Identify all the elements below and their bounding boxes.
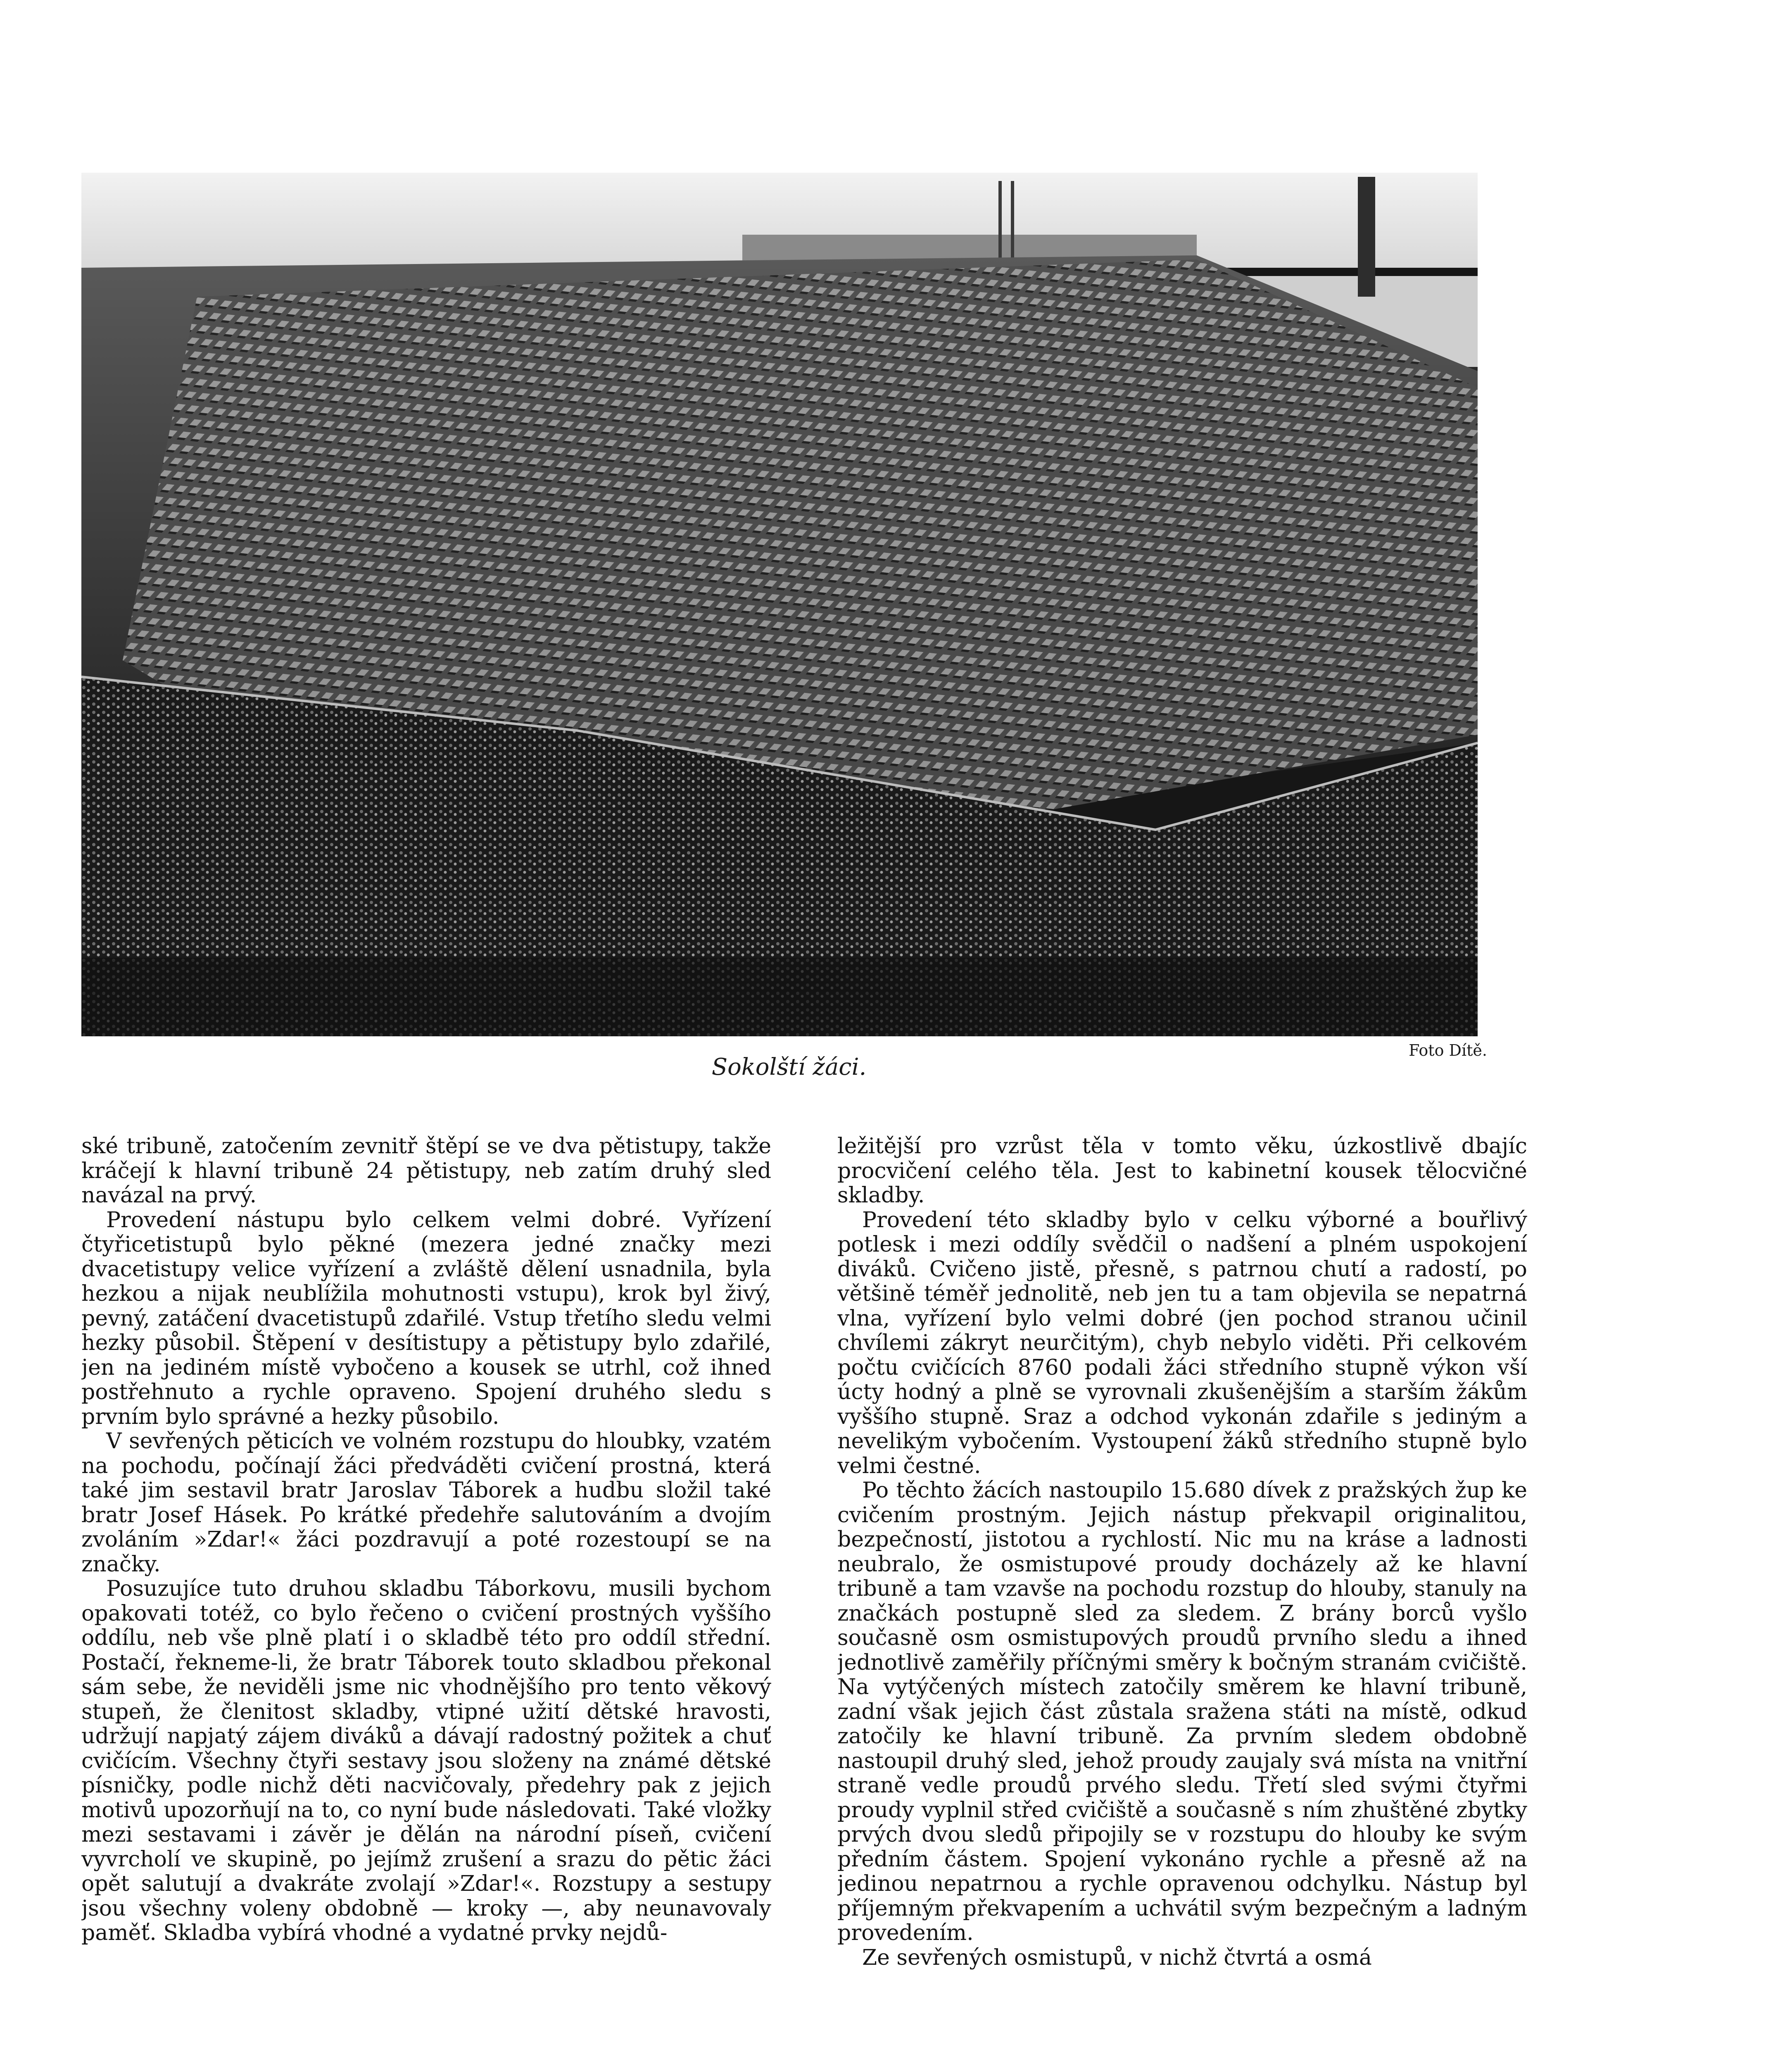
paragraph: ské tribuně, zatočením zevnitř štěpí se ve dva pětistupy, takže kráčejí k hlavní tribuně 24 pětistupy, neb zatím druhý sled navázal na prvý. [81, 1134, 771, 1208]
article-left-column [81, 1134, 771, 2064]
photo-caption: Sokolští žáci. [711, 1054, 867, 1081]
article-right-column [837, 1134, 1527, 2064]
paragraph: ležitější pro vzrůst těla v tomto věku, úzkostlivě dbajíc procvičení celého těla. Jest to kabinetní kousek tělocvičné skladby. [837, 1134, 1527, 1208]
stadium-photo-image [81, 173, 1478, 1036]
paragraph: V sevřených pěticích ve volném rozstupu do hloubky, vzatém na pochodu, počínají žáci předváděti cvičení prostná, která také jim sestavil bratr Jaroslav Táborek a hudbu složil také bratr Josef Hásek. Po krátké předehře salutováním a dvojím zvoláním »Zdar!« žáci pozdravují a poté rozestoupí se na značky. [81, 1429, 771, 1577]
paragraph: Ze sevřených osmistupů, v nichž čtvrtá a osmá [862, 1945, 1372, 1970]
photo-credit: Foto Dítě. [1409, 1041, 1487, 1059]
paragraph: Provedení této skladby bylo v celku výborné a bouřlivý potlesk i mezi oddíly svědčil o nadšení a plném uspokojení diváků. Cvičeno jistě, přesně, s patrnou chutí a radostí, po většině téměř jednolitě, neb jen tu a tam objevila se nepatrná vlna, vyřízení bylo velmi dobré (jen pochod stranou učinil chvílemi zákryt neurčitým), chyb nebylo viděti. Při celkovém počtu cvičících 8760 podali žáci středního stupně výkon vší úcty hodný a plně se vyrovnali zkušenějším a starším žákům vyššího stupně. Sraz a odchod vykonán zdařile s jediným a nevelikým vybočením. Vystoupení žáků středního stupně bylo velmi čestné. [837, 1207, 1527, 1478]
paragraph: Posuzujíce tuto druhou skladbu Táborkovu, musili bychom opakovati totéž, co bylo řečeno o cvičení prostných vyššího oddílu, neb vše plně platí i o skladbě této pro oddíl střední. Postačí, řekneme-li, že bratr Táborek touto skladbou překonal sám sebe, že neviděli jsme nic vhodnějšího pro tento věkový stupeň, že členitost skladby, vtipné užití dětské hravosti, udržují napjatý zájem diváků a dávají radostný požitek a chuť cvičícím. Všechny čtyři sestavy jsou složeny na známé dětské písničky, podle nichž děti nacvičovaly, předehry pak z jejich motivů upozorňují na to, co nyní bude následovati. Také vložky mezi sestavami i závěr je dělán na národní píseň, cvičení vyvrcholí ve skupině, po jejímž zrušení a srazu do pětic žáci opět salutují a dvakráte zvolají »Zdar!«. Rozstupy a sestupy jsou všechny voleny obdobně — kroky —, aby neunavovaly paměť. Skladba vybírá vhodné a vydatné prvky nejdů- [81, 1576, 771, 1945]
stadium-photo [81, 173, 1478, 1036]
paragraph: Po těchto žácích nastoupilo 15.680 dívek z pražských žup ke cvičením prostným. Jejich nástup překvapil originalitou, bezpečností, jistotou a rychlostí. Nic mu na kráse a ladnosti neubralo, že osmistupové proudy docházely až ke hlavní tribuně a tam vzavše na pochodu rozstup do hlouby, stanuly na značkách postupně sled za sledem. Z brány borců vyšlo současně osm osmistupových proudů prvního sledu a ihned jednotlivě zaměřily příčnými směry k bočným stranám cvičiště. Na vytýčených místech zatočily směrem ke hlavní tribuně, zadní však jejich část zůstala sražena státi na místě, odkud zatočily ke hlavní tribuně. Za prvním sledem obdobně nastoupil druhý sled, jehož proudy zaujaly svá místa na vnitřní straně vedle proudů prvého sledu. Třetí sled svými čtyřmi proudy vyplnil střed cvičiště a současně s ním zhuštěné zbytky prvých dvou sledů připojily se v rozstupu do hlouby ke svým předním částem. Spojení vykonáno rychle a přesně až na jedinou nepatrnou a rychle opravenou odchylku. Nástup byl příjemným překvapením a uchvátil svým bezpečným a ladným provedením. [837, 1478, 1527, 1945]
paragraph: Provedení nástupu bylo celkem velmi dobré. Vyřízení čtyřicetistupů bylo pěkné (mezera jedné značky mezi dvacetistupy velice vyřízení a zvláště dělení usnadnila, byla hezkou a nijak neublížila mohutnosti vstupu), krok byl živý, pevný, zatáčení dvacetistupů zdařilé. Vstup třetího sledu velmi hezky působil. Štěpení v desítistupy a pětistupy bylo zdařilé, jen na jediném místě vybočeno a kousek se utrhl, což ihned postřehnuto a rychle opraveno. Spojení druhého sledu s prvním bylo správné a hezky působilo. [81, 1207, 771, 1429]
